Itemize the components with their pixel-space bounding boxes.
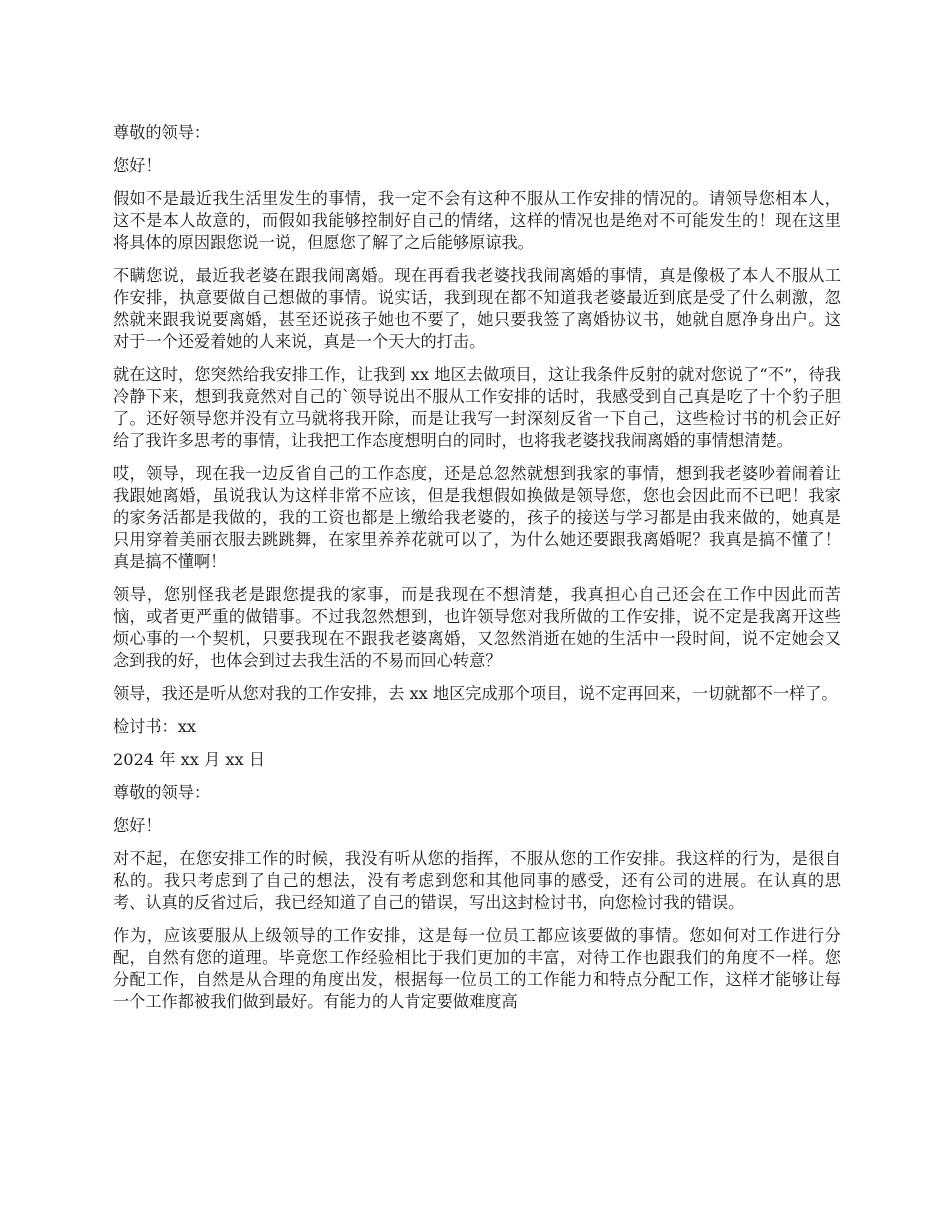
salutation: 尊敬的领导：: [113, 123, 211, 142]
body-paragraph: 领导，我还是听从您对我的工作安排，去 xx 地区完成那个项目，说不定再回来，一切就都不一样了。: [113, 684, 838, 703]
body-paragraph: 假如不是最近我生活里发生的事情，我一定不会有这种不服从工作安排的情况的。请领导您相本人，这不是本人故意的，而假如我能够控制好自己的情绪，这样的情况也是绝对不可能发生的！现在这里将具体的原因跟您说一说，但愿您了解了之后能够原谅我。: [113, 189, 841, 252]
salutation: 尊敬的领导：: [113, 783, 211, 802]
document-body: [113, 122, 841, 1024]
signature-line: 检讨书：xx: [113, 717, 197, 736]
greeting: 您好！: [113, 816, 162, 835]
body-paragraph: 就在这时，您突然给我安排工作，让我到 xx 地区去做项目，这让我条件反射的就对您说了“不”，待我冷静下来，想到我竟然对自己的`领导说出不服从工作安排的话时，我感受到自己真是吃了十个豹子胆了。还好领导您并没有立马就将我开除，而是让我写一封深刻反省一下自己，这些检讨书的机会正好给了我许多思考的事情，让我把工作态度想明白的同时，也将我老婆找我闹离婚的事情想清楚。: [113, 365, 841, 450]
greeting: 您好！: [113, 156, 162, 175]
body-paragraph: 作为，应该要服从上级领导的工作安排，这是每一位员工都应该要做的事情。您如何对工作进行分配，自然有您的道理。毕竟您工作经验相比于我们更加的丰富，对待工作也跟我们的角度不一样。您分配工作，自然是从合理的角度出发，根据每一位员工的工作能力和特点分配工作，这样才能够让每一个工作都被我们做到最好。有能力的人肯定要做难度高: [113, 926, 841, 1011]
body-paragraph: 不瞒您说，最近我老婆在跟我闹离婚。现在再看我老婆找我闹离婚的事情，真是像极了本人不服从工作安排，执意要做自己想做的事情。说实话，我到现在都不知道我老婆最近到底是受了什么刺激，忽然就来跟我说要离婚，甚至还说孩子她也不要了，她只要我签了离婚协议书，她就自愿净身出户。这对于一个还爱着她的人来说，真是一个天大的打击。: [113, 266, 841, 351]
body-paragraph: 对不起，在您安排工作的时候，我没有听从您的指挥，不服从您的工作安排。我这样的行为，是很自私的。我只考虑到了自己的想法，没有考虑到您和其他同事的感受，还有公司的进展。在认真的思考、认真的反省过后，我已经知道了自己的错误，写出这封检讨书，向您检讨我的错误。: [113, 849, 841, 912]
date-line: 2024 年 xx 月 xx 日: [113, 750, 266, 769]
body-paragraph: 领导，您别怪我老是跟您提我的家事，而是我现在不想清楚，我真担心自己还会在工作中因此而苦恼，或者更严重的做错事。不过我忽然想到，也许领导您对我所做的工作安排，说不定是我离开这些烦心事的一个契机，只要我现在不跟我老婆离婚，又忽然消逝在她的生活中一段时间，说不定她会又念到我的好，也体会到过去我生活的不易而回心转意？: [113, 585, 841, 670]
body-paragraph: 哎，领导，现在我一边反省自己的工作态度，还是总忽然就想到我家的事情，想到我老婆吵着闹着让我跟她离婚，虽说我认为这样非常不应该，但是我想假如换做是领导您，您也会因此而不已吧！我家的家务活都是我做的，我的工资也都是上缴给我老婆的，孩子的接送与学习都是由我来做的，她真是只用穿着美丽衣服去跳跳舞，在家里养养花就可以了，为什么她还要跟我离婚呢？我真是搞不懂了！真是搞不懂啊！: [113, 464, 841, 571]
